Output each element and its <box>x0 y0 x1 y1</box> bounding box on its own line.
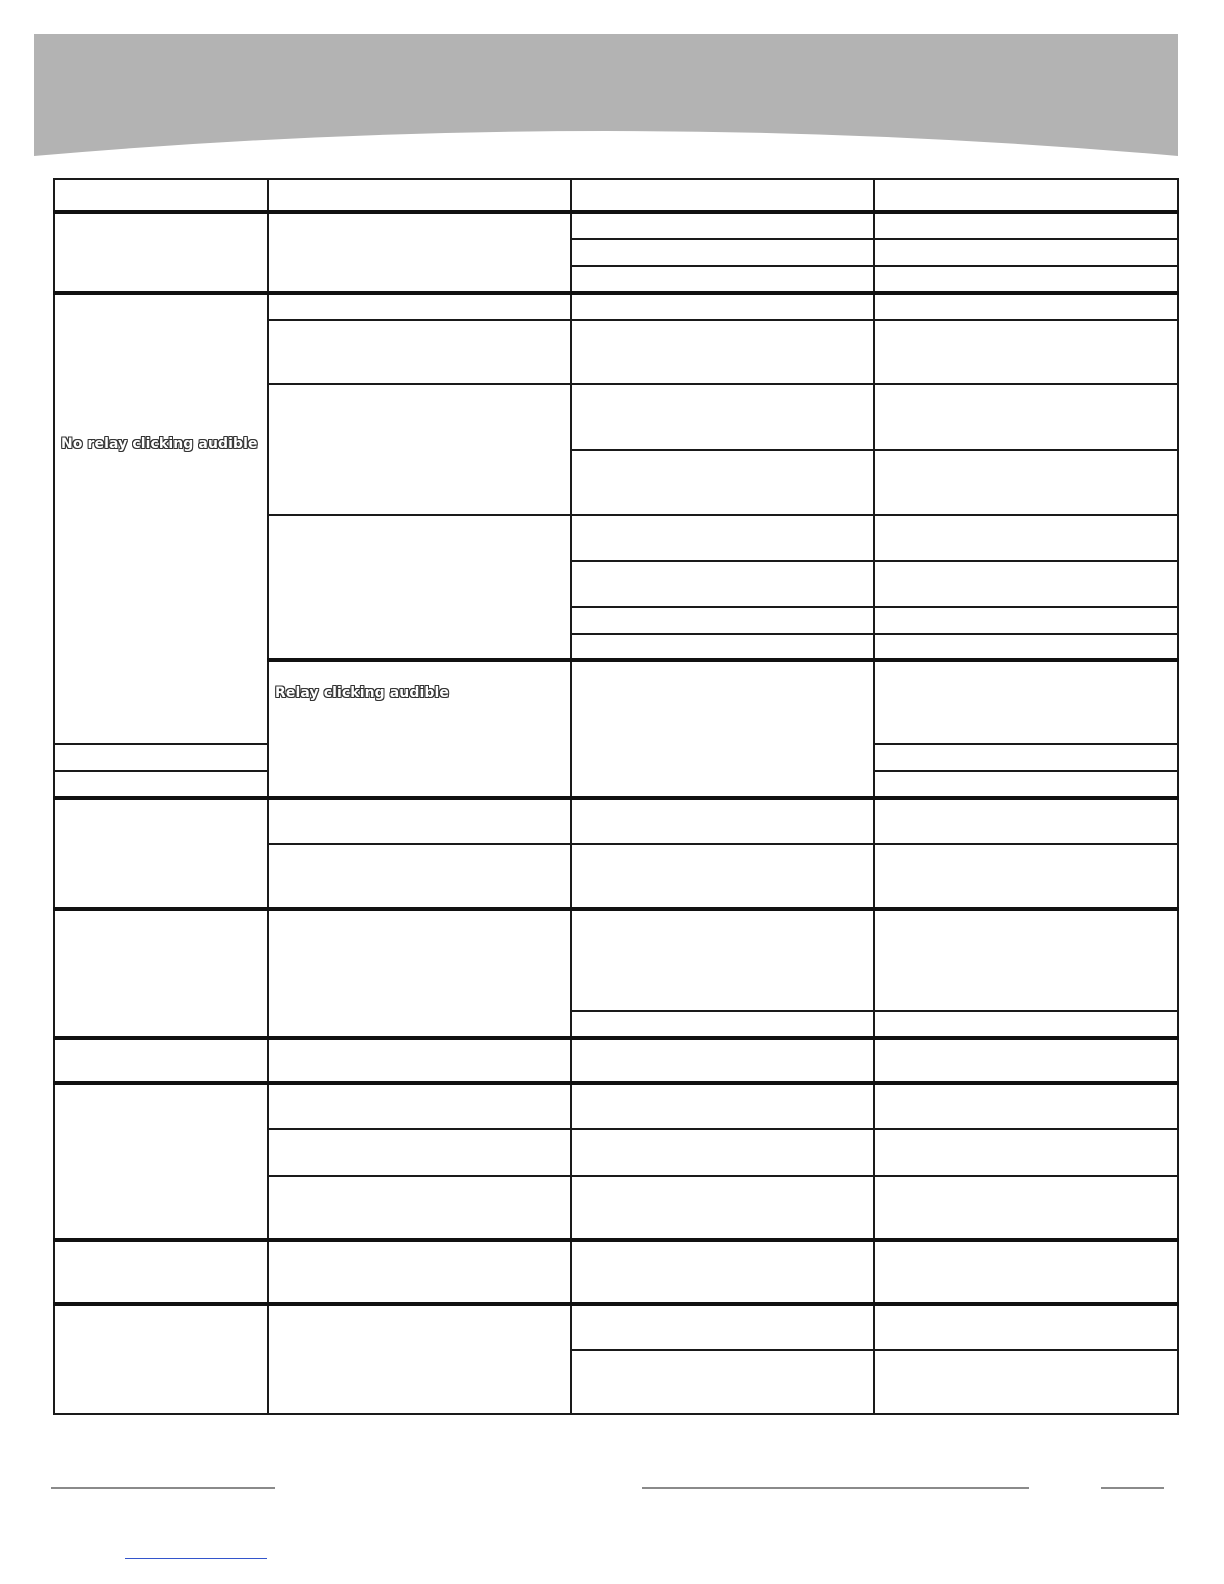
remedy-cell <box>874 607 1178 634</box>
check-cell <box>571 293 874 320</box>
table-row <box>54 1304 1178 1350</box>
symptom-label-relay: Relay clicking audible <box>275 685 450 701</box>
header-cell <box>268 179 571 212</box>
table-row <box>54 212 1178 239</box>
remedy-cell <box>874 266 1178 293</box>
cause-cell <box>268 844 571 909</box>
cause-cell <box>268 212 571 293</box>
symptom-cell <box>54 293 268 744</box>
cause-cell <box>268 1240 571 1304</box>
check-cell <box>571 1304 874 1350</box>
remedy-cell <box>874 320 1178 384</box>
cause-cell <box>268 384 571 515</box>
check-cell <box>571 1083 874 1129</box>
cause-cell <box>268 1304 571 1414</box>
footer-link-underline[interactable] <box>125 1558 267 1559</box>
footer-rule-middle <box>642 1487 1029 1489</box>
check-cell <box>571 561 874 607</box>
check-cell <box>571 634 874 660</box>
check-cell <box>571 515 874 561</box>
check-cell <box>54 771 268 798</box>
check-cell <box>571 384 874 450</box>
check-cell <box>571 1350 874 1414</box>
cause-cell <box>268 798 571 844</box>
remedy-cell <box>874 1011 1178 1038</box>
remedy-cell <box>874 771 1178 798</box>
check-cell <box>571 320 874 384</box>
table-row <box>54 798 1178 844</box>
check-cell <box>571 909 874 1011</box>
cause-cell <box>268 1176 571 1240</box>
table-row <box>54 1038 1178 1083</box>
remedy-cell <box>874 515 1178 561</box>
symptom-cell <box>54 798 268 909</box>
check-cell <box>571 450 874 515</box>
cause-cell <box>268 1129 571 1176</box>
footer-rule-right <box>1101 1487 1164 1489</box>
remedy-cell <box>874 798 1178 844</box>
cause-cell <box>268 1083 571 1129</box>
cause-cell <box>268 909 571 1038</box>
table-row <box>54 909 1178 1011</box>
check-cell <box>571 844 874 909</box>
remedy-cell <box>874 384 1178 450</box>
check-cell <box>571 212 874 239</box>
check-cell <box>571 266 874 293</box>
check-cell <box>571 1038 874 1083</box>
check-cell <box>571 1011 874 1038</box>
footer-rule-left <box>51 1487 275 1489</box>
cause-cell <box>268 1038 571 1083</box>
remedy-cell <box>874 909 1178 1011</box>
header-cell <box>571 179 874 212</box>
remedy-cell <box>874 1083 1178 1129</box>
remedy-cell <box>874 1129 1178 1176</box>
header-banner <box>34 34 1178 160</box>
remedy-cell <box>874 293 1178 320</box>
header-cell <box>54 179 268 212</box>
symptom-cell <box>54 1304 268 1414</box>
remedy-cell <box>874 450 1178 515</box>
symptom-cell <box>54 1083 268 1240</box>
remedy-cell <box>874 844 1178 909</box>
remedy-cell <box>874 1240 1178 1304</box>
cause-cell <box>268 293 571 320</box>
cause-cell <box>268 515 571 660</box>
remedy-cell <box>874 212 1178 239</box>
remedy-cell <box>874 634 1178 660</box>
remedy-cell <box>874 1176 1178 1240</box>
symptom-cell <box>54 1038 268 1083</box>
check-cell <box>571 607 874 634</box>
remedy-cell <box>874 239 1178 266</box>
cause-cell <box>268 320 571 384</box>
cause-cell <box>571 660 874 798</box>
table-row <box>54 293 1178 320</box>
header-cell <box>874 179 1178 212</box>
symptom-cell <box>54 909 268 1038</box>
remedy-cell <box>874 1304 1178 1350</box>
symptom-label-no-relay: No relay clicking audible <box>61 436 258 452</box>
table-header-row <box>54 179 1178 212</box>
remedy-cell <box>874 561 1178 607</box>
check-cell <box>571 798 874 844</box>
check-cell <box>54 744 268 771</box>
check-cell <box>571 1176 874 1240</box>
remedy-cell <box>874 1038 1178 1083</box>
symptom-cell <box>54 212 268 293</box>
check-cell <box>571 239 874 266</box>
symptom-cell <box>54 1240 268 1304</box>
table-row <box>54 1240 1178 1304</box>
symptom-cell <box>268 660 571 798</box>
remedy-cell <box>874 744 1178 771</box>
check-cell <box>874 660 1178 744</box>
check-cell <box>571 1240 874 1304</box>
table-row <box>54 1083 1178 1129</box>
troubleshooting-table <box>53 178 1179 1415</box>
remedy-cell <box>874 1350 1178 1414</box>
check-cell <box>571 1129 874 1176</box>
header-banner-shape <box>34 34 1178 160</box>
